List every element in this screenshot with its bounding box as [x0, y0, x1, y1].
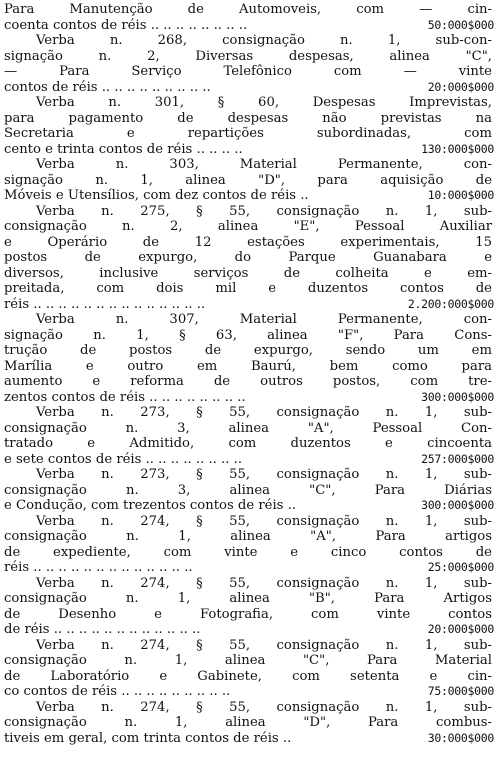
entry-amount: 10:000$000 — [427, 188, 494, 202]
entry-line — [4, 700, 496, 716]
entry-text: signação n. 1, alinea "D", para aquisição de — [4, 172, 492, 188]
entry-line — [4, 374, 496, 390]
entry-text: zentos contos de réis .. .. .. .. .. .. .. .. — [4, 389, 246, 405]
entry-text: cento e trinta contos de réis .. .. .. .. — [4, 141, 243, 157]
entry-line — [4, 111, 496, 127]
budget-entry — [4, 33, 496, 95]
entry-text: signação n. 2, Diversas despesas, alinea "C", — [4, 48, 492, 64]
budget-entry — [4, 95, 496, 157]
entry-amount: 30:000$000 — [427, 730, 494, 745]
entry-text: e Condução, com trezentos contos de réis .. — [4, 498, 297, 513]
entry-amount: 130:000$000 — [421, 141, 494, 156]
entry-text: Verba n. 268, consignação n. 1, sub-con- — [36, 33, 492, 48]
entry-text: Verba n. 273, § 55, consignação n. 1, sub- — [36, 467, 492, 482]
entry-text: Verba n. 274, § 55, consignação n. 1, sub- — [36, 513, 492, 529]
entry-line — [4, 576, 496, 592]
entry-line — [4, 529, 496, 545]
entry-text: tiveis em geral, com trinta contos de réis .. — [4, 730, 292, 746]
entry-line — [4, 312, 496, 328]
entry-line — [4, 204, 496, 220]
entry-line — [4, 188, 496, 204]
entry-text: coenta contos de réis .. .. .. .. .. .. .. .. — [4, 17, 248, 33]
entry-text: para pagamento de despesas não previstas na — [4, 110, 492, 126]
entry-line — [4, 142, 496, 158]
entry-text: Verba n. 301, § 60, Despesas Imprevistas, — [36, 95, 492, 110]
entry-text: de Desenho e Fotografia, com vinte contos — [4, 606, 492, 622]
entry-text: Marília e outro em Baurú, bem como para — [4, 358, 492, 374]
entry-text: consignação n. 1, alinea "D", Para combus- — [4, 715, 492, 730]
entry-amount: 300:000$000 — [421, 389, 494, 404]
entry-text: Móveis e Utensílios, com dez contos de réis .. — [4, 188, 309, 203]
entry-line — [4, 731, 496, 747]
entry-line — [4, 390, 496, 406]
entry-line — [4, 250, 496, 266]
entry-text: e sete contos de réis .. .. .. .. .. .. .. .. — [4, 451, 243, 467]
entry-text: consignação n. 3, alinea "A", Pessoal Con- — [4, 420, 492, 436]
entry-line — [4, 638, 496, 654]
entry-text: Verba n. 274, § 55, consignação n. 1, sub- — [36, 575, 492, 591]
entry-amount: 75:000$000 — [427, 684, 494, 698]
entry-line — [4, 281, 496, 297]
entry-text: Secretaria e repartições subordinadas, com — [4, 126, 492, 141]
entry-amount: 50:000$000 — [427, 17, 494, 32]
entry-line — [4, 669, 496, 685]
entry-line — [4, 173, 496, 189]
entry-text: aumento e reforma de outros postos, com tre- — [4, 374, 492, 389]
entry-line — [4, 622, 496, 638]
budget-entry — [4, 700, 496, 747]
entry-text: Verba n. 274, § 55, consignação n. 1, sub- — [36, 637, 492, 653]
entry-line — [4, 126, 496, 142]
entry-text: consignação n. 1, alinea "A", Para artigos — [4, 529, 492, 544]
entry-text: contos de réis .. .. .. .. .. .. .. .. .. — [4, 79, 211, 95]
entry-line — [4, 467, 496, 483]
entry-line — [4, 436, 496, 452]
entry-line — [4, 80, 496, 96]
entry-line — [4, 591, 496, 607]
entry-text: Verba n. 307, Material Permanente, con- — [36, 312, 492, 327]
entry-line — [4, 514, 496, 530]
entry-amount: 300:000$000 — [421, 498, 494, 512]
entry-amount: 2.200:000$000 — [407, 296, 494, 311]
entry-text: consignação n. 1, alinea "B", Para Artigos — [4, 591, 492, 606]
budget-entry — [4, 2, 496, 33]
entry-line — [4, 359, 496, 375]
budget-entry — [4, 514, 496, 576]
entry-line — [4, 266, 496, 282]
entry-text: Verba n. 303, Material Permanente, con- — [36, 157, 492, 172]
entry-text: réis .. .. .. .. .. .. .. .. .. .. .. .. .. .. — [4, 296, 206, 312]
entry-line — [4, 64, 496, 80]
entry-text: Verba n. 275, § 55, consignação n. 1, sub- — [36, 203, 492, 219]
entry-text: preitada, com dois mil e duzentos contos de — [4, 281, 492, 296]
entry-text: e Operário de 12 estações experimentais, 15 — [4, 234, 492, 250]
entry-line — [4, 219, 496, 235]
budget-entry — [4, 638, 496, 700]
entry-line — [4, 498, 496, 514]
budget-entry — [4, 467, 496, 514]
entry-line — [4, 405, 496, 421]
entry-line — [4, 157, 496, 173]
entry-line — [4, 653, 496, 669]
entry-amount: 20:000$000 — [427, 622, 494, 636]
entry-text: de Laboratório e Gabinete, com setenta e cin- — [4, 668, 492, 684]
entry-line — [4, 343, 496, 359]
entry-line — [4, 297, 496, 313]
entry-text: de réis .. .. .. .. .. .. .. .. .. .. .. .. — [4, 622, 201, 637]
entry-text: trução de postos de expurgo, sendo um em — [4, 343, 492, 358]
entry-line — [4, 483, 496, 499]
entry-text: — Para Serviço Telefônico com — vinte — [4, 64, 492, 79]
entry-amount: 257:000$000 — [421, 451, 494, 466]
entry-text: consignação n. 2, alinea "E", Pessoal Auxiliar — [4, 219, 492, 234]
entry-text: postos de expurgo, do Parque Guanabara e — [4, 250, 492, 265]
entry-line — [4, 49, 496, 65]
entry-line — [4, 560, 496, 576]
entry-text: Para Manutenção de Automoveis, com — cin- — [4, 2, 492, 17]
entry-line — [4, 2, 496, 18]
entry-line — [4, 18, 496, 34]
entry-line — [4, 235, 496, 251]
entry-text: signação n. 1, § 63, alinea "F", Para Cons- — [4, 327, 492, 343]
entry-line — [4, 607, 496, 623]
entry-text: tratado e Admitido, com duzentos e cincoenta — [4, 436, 492, 451]
entry-line — [4, 33, 496, 49]
entry-line — [4, 95, 496, 111]
budget-entry — [4, 204, 496, 313]
entry-text: réis .. .. .. .. .. .. .. .. .. .. .. .. .. — [4, 560, 193, 575]
entry-amount: 20:000$000 — [427, 79, 494, 94]
entry-line — [4, 328, 496, 344]
entry-text: consignação n. 3, alinea "C", Para Diárias — [4, 482, 492, 498]
entry-text: consignação n. 1, alinea "C", Para Material — [4, 653, 492, 668]
entry-line — [4, 421, 496, 437]
entry-line — [4, 684, 496, 700]
entry-line — [4, 545, 496, 561]
budget-entry — [4, 405, 496, 467]
entry-line — [4, 452, 496, 468]
entry-text: co contos de réis .. .. .. .. .. .. .. .. .. — [4, 684, 231, 699]
budget-entry — [4, 157, 496, 204]
budget-entry — [4, 312, 496, 405]
budget-entry — [4, 576, 496, 638]
entry-line — [4, 715, 496, 731]
entry-text: diversos, inclusive serviços de colheita e em- — [4, 265, 492, 281]
entry-text: Verba n. 273, § 55, consignação n. 1, sub- — [36, 405, 492, 420]
entry-amount: 25:000$000 — [427, 560, 494, 574]
entry-text: Verba n. 274, § 55, consignação n. 1, sub- — [36, 699, 492, 715]
entry-text: de expediente, com vinte e cinco contos de — [4, 544, 492, 560]
